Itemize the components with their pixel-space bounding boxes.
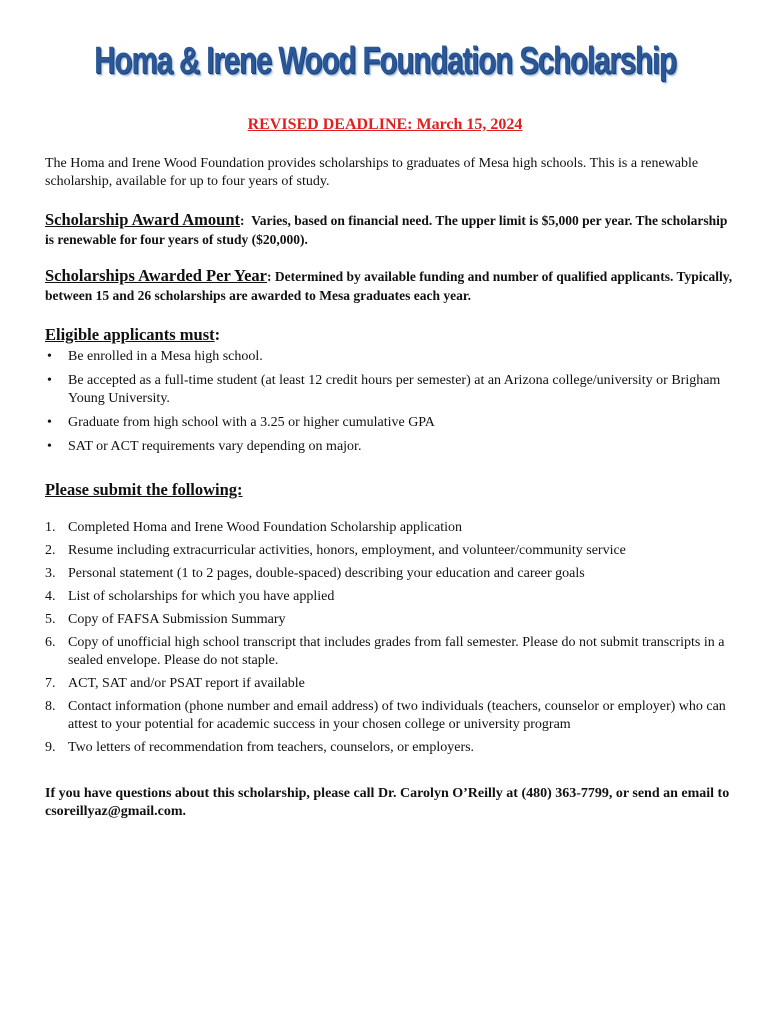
contact-paragraph: If you have questions about this scholarship, please call Dr. Carolyn O’Reilly at (480) 363-7799, or send an email to csoreillyaz@gmail.com.	[45, 786, 730, 819]
list-item: 6. Copy of unofficial high school transcript that includes grades from fall semester. Please do not submit transcripts in a sealed envelope. Please do not staple.	[45, 635, 725, 668]
list-item: 3. Personal statement (1 to 2 pages, double-spaced) describing your education and career goals	[45, 566, 585, 581]
eligible-heading: Eligible applicants must:	[45, 325, 221, 344]
list-item: • Be enrolled in a Mesa high school.	[45, 348, 735, 366]
list-item: 4. List of scholarships for which you have applied	[45, 589, 335, 604]
list-item: 8. Contact information (phone number and email address) of two individuals (teachers, counselor or employer) who can attest to your potential for academic success in your chosen college or university program	[45, 699, 726, 732]
awarded-per-year-heading: Scholarships Awarded Per Year	[45, 266, 267, 285]
award-amount-heading: Scholarship Award Amount	[45, 210, 240, 229]
award-amount-section: Scholarship Award Amount: Varies, based on financial need. The upper limit is $5,000 per year. The scholarship is renewable for four years of study ($20,000).	[45, 210, 728, 247]
awarded-per-year-section: Scholarships Awarded Per Year: Determined by available funding and number of qualified applicants. Typically, between 15 and 26 scholarships are awarded to Mesa graduates each year.	[45, 266, 733, 303]
list-item: 2. Resume including extracurricular activities, honors, employment, and volunteer/community service	[45, 543, 626, 558]
list-item: • Graduate from high school with a 3.25 or higher cumulative GPA	[45, 414, 735, 432]
list-item: • SAT or ACT requirements vary depending on major.	[45, 438, 735, 456]
intro-paragraph: The Homa and Irene Wood Foundation provides scholarships to graduates of Mesa high schools. This is a renewable scholarship, available for up to four years of study.	[45, 156, 699, 189]
eligible-list	[45, 348, 735, 462]
list-item: • Be accepted as a full-time student (at least 12 credit hours per semester) at an Arizona college/university or Brigham Young University.	[45, 372, 735, 408]
deadline-notice: REVISED DEADLINE: March 15, 2024	[247, 116, 523, 133]
submit-heading: Please submit the following:	[45, 480, 243, 499]
list-item: 7. ACT, SAT and/or PSAT report if available	[45, 676, 305, 691]
list-item: 9. Two letters of recommendation from teachers, counselors, or employers.	[45, 740, 475, 755]
list-item: 1. Completed Homa and Irene Wood Foundation Scholarship application	[45, 520, 463, 535]
award-amount-text: Varies, based on financial need. The upper limit is $5,000 per year. The scholarship is renewable for four years of study ($20,000).	[45, 213, 728, 247]
list-item: 5. Copy of FAFSA Submission Summary	[45, 612, 286, 627]
awarded-per-year-text: Determined by available funding and number of qualified applicants. Typically, between 15 and 26 scholarships are awarded to Mesa graduates each year.	[45, 269, 733, 303]
page-title: Homa & Irene Wood Foundation Scholarship	[94, 40, 676, 82]
submit-list	[45, 519, 735, 762]
